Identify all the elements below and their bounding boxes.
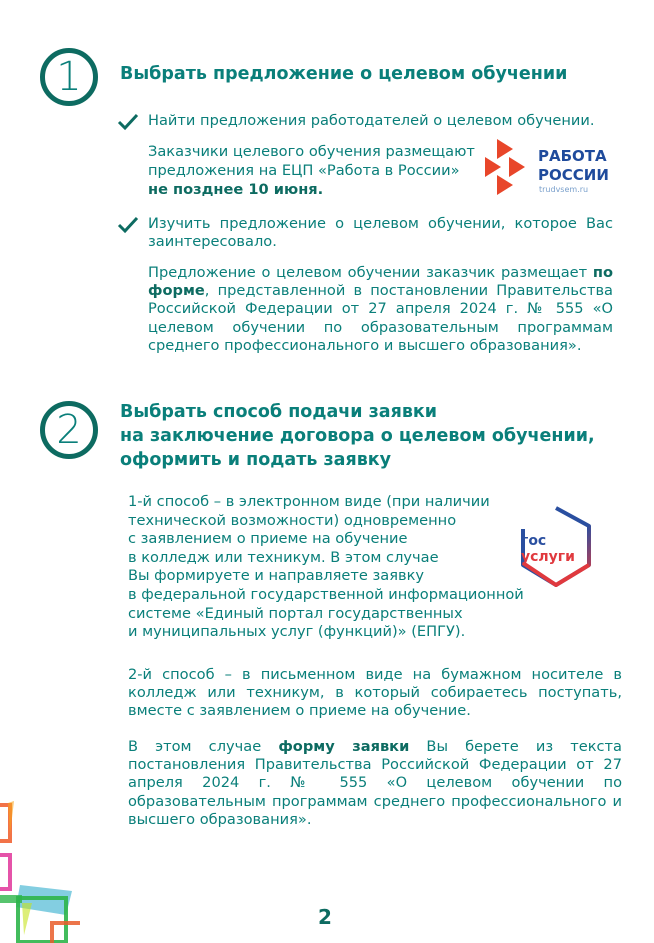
step-1-item-1-detail-line2: предложения на ЕЦП «Работа в России» <box>148 162 460 179</box>
step-2-number: 2 <box>56 407 82 453</box>
step-1-number-circle <box>40 48 98 106</box>
step-1-number: 1 <box>56 54 82 100</box>
gos-line1: гос <box>521 533 547 549</box>
decorative-frames <box>0 795 80 943</box>
method-1-text: 1-й способ – в электронном виде (при наличии технической возможности) одновременно с заявлением о приеме на обучение в колледж или техникум. В этом случае Вы формируете и направляете заявку в федеральной государственной информационной системе «Единый портал государственных и муниципальных услуг (функций)» (ЕПГУ). <box>128 493 524 641</box>
step-1-item-1: Найти предложения работодателей о целевом обучении. <box>148 112 595 129</box>
rabota-line2: РОССИИ <box>538 166 609 184</box>
step-2-title: Выбрать способ подачи заявки на заключение договора о целевом обучении, оформить и подать заявку <box>120 402 595 470</box>
step-1-title: Выбрать предложение о целевом обучении <box>120 64 568 84</box>
gosuslugi-logo <box>515 505 597 589</box>
step-1-item-1-deadline: не позднее 10 июня. <box>148 181 324 198</box>
checkmark-icon <box>117 113 139 131</box>
method-2-text: 2-й способ – в письменном виде на бумажном носителе в колледж или техникум, в который собираетесь поступать, вместе с заявлением о приеме на обучение. <box>128 666 622 720</box>
page-number: 2 <box>318 905 332 929</box>
method-2-note: В этом случае форму заявки Вы берете из текста постановления Правительства Российской Федерации от 27 апреля 2024 г. № 555 «О целевом обучении по образовательным программам среднего профессионального и высшего образования». <box>128 738 622 828</box>
step-2-number-circle <box>40 401 98 459</box>
checkmark-icon <box>117 216 139 234</box>
rabota-line1: РАБОТА <box>538 147 607 165</box>
step-1-item-2-detail: Предложение о целевом обучении заказчик размещает по форме, представленной в постановлении Правительства Российской Федерации от 27 апреля 2024 г. № 555 «О целевом обучении по образовательным программам среднего профессионального и высшего образования». <box>148 264 613 354</box>
step-1-item-1-detail-line1: Заказчики целевого обучения размещают <box>148 143 475 160</box>
gos-line2: услуги <box>521 549 575 565</box>
step-1-item-2: Изучить предложение о целевом обучении, которое Вас заинтересовало. <box>148 215 613 251</box>
rabota-rossii-logo <box>483 137 618 197</box>
rabota-site: trudvsem.ru <box>539 185 589 194</box>
